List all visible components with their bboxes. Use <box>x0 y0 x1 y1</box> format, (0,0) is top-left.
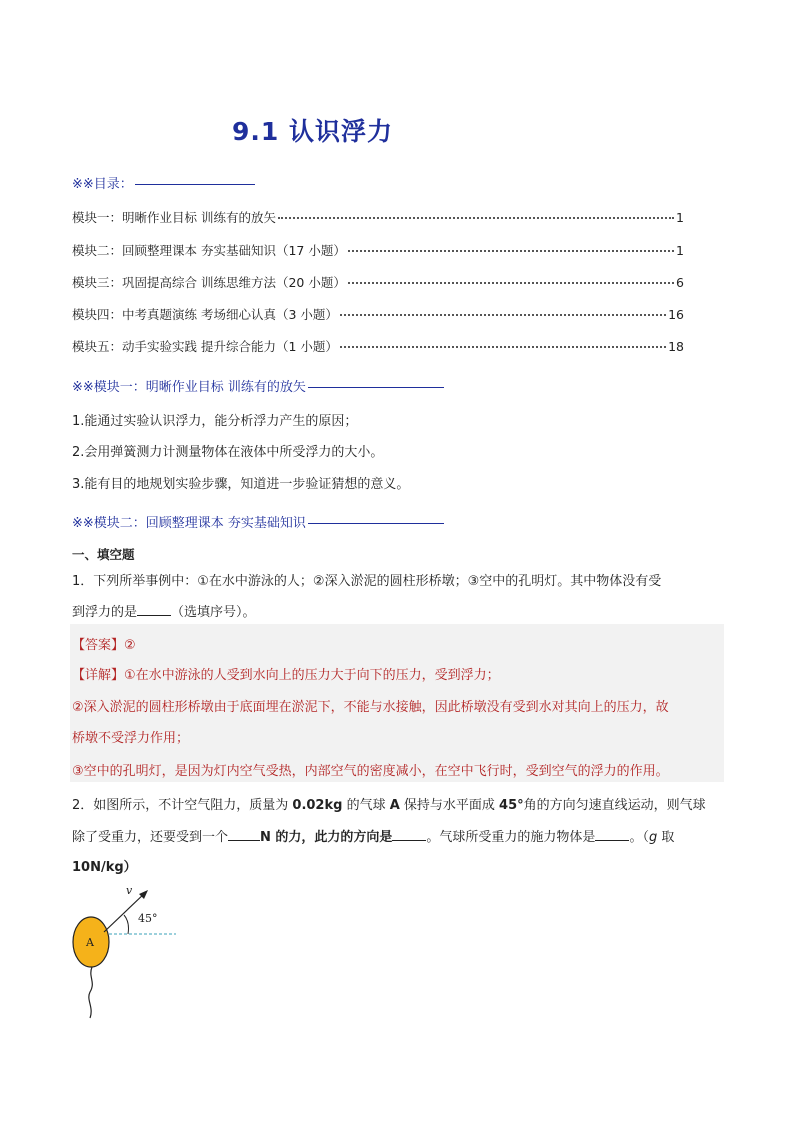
toc-item-page: 18 <box>668 339 684 354</box>
goal-item: 3.能有目的地规划实验步骤，知道进一步验证猜想的意义。 <box>72 477 410 492</box>
module1-heading-rule <box>308 387 444 388</box>
angle-label: 45° <box>138 912 158 925</box>
q2-object-blank[interactable] <box>595 828 629 841</box>
toc-item-label: 模块五：动手实验实践 提升综合能力（1 小题） <box>72 339 338 354</box>
toc-dot-leader <box>340 346 666 348</box>
detail-line <box>72 664 724 683</box>
detail-text: ①在水中游泳的人受到水向上的压力大于向下的压力，受到浮力； <box>124 668 500 683</box>
toc-dot-leader <box>348 250 674 252</box>
toc-item[interactable] <box>72 337 684 355</box>
q2-text-part: 取 <box>657 830 675 845</box>
answer-line <box>72 634 724 653</box>
q1-text-line: 1．下列所举事例中：①在水中游泳的人；②深入淤泥的圆柱形桥墩；③空中的孔明灯。其中物体没有受 <box>72 574 662 589</box>
q2-direction-blank[interactable] <box>392 828 426 841</box>
toc-dot-leader <box>348 282 674 284</box>
angle-arc <box>124 915 129 934</box>
toc-heading <box>72 173 255 192</box>
page-title: 9.1 认识浮力 <box>232 117 393 146</box>
q2-text-line <box>72 794 724 813</box>
q2-text-part: 。（ <box>629 830 649 845</box>
toc-dot-leader <box>340 314 666 316</box>
q1-answer-blank[interactable] <box>137 603 171 616</box>
q1-text-part: （选填序号）。 <box>171 605 256 620</box>
q1-text-line <box>72 601 724 620</box>
toc-item-page: 16 <box>668 307 684 322</box>
toc-item[interactable] <box>72 241 684 259</box>
toc-heading-rule <box>135 184 255 185</box>
toc-item[interactable] <box>72 273 684 291</box>
answer-value: ② <box>124 638 136 653</box>
section-title: 一、填空题 <box>72 547 135 562</box>
goal-item: 2.会用弹簧测力计测量物体在液体中所受浮力的大小。 <box>72 445 384 460</box>
q2-text-part: 。气球所受重力的施力物体是 <box>426 830 596 845</box>
balloon-string <box>89 967 92 1018</box>
toc-item-label: 模块四：中考真题演练 考场细心认真（3 小题） <box>72 307 338 322</box>
q2-text-part: 的气球 <box>342 798 390 813</box>
detail-text: ③空中的孔明灯，是因为灯内空气受热，内部空气的密度减小，在空中飞行时，受到空气的浮力的作用。 <box>72 764 669 779</box>
module2-heading <box>72 512 444 531</box>
answer-label: 【答案】 <box>72 638 125 653</box>
toc-item-page: 1 <box>676 210 684 225</box>
balloon-figure <box>66 882 190 1022</box>
q2-text-part: 保持与水平面成 <box>399 798 500 813</box>
module1-heading-text: ※※模块一：明晰作业目标 训练有的放矢 <box>72 380 306 395</box>
detail-text: 桥墩不受浮力作用； <box>72 731 190 746</box>
q2-text-part: 除了受重力，还要受到一个 <box>72 830 229 845</box>
velocity-label: v <box>126 884 133 897</box>
toc-item-page: 1 <box>676 243 684 258</box>
module2-heading-rule <box>308 523 444 524</box>
toc-item-label: 模块三：巩固提高综合 训练思维方法（20 小题） <box>72 275 346 290</box>
q2-force-blank[interactable] <box>228 828 260 841</box>
q1-text-part: 到浮力的是 <box>72 605 138 620</box>
q2-text-line <box>72 826 724 845</box>
toc-item-label: 模块二：回顾整理课本 夯实基础知识（17 小题） <box>72 243 346 258</box>
q2-mass-value: 0.02kg <box>292 798 343 813</box>
toc-heading-text: ※※目录： <box>72 177 133 192</box>
toc-item-label: 模块一：明晰作业目标 训练有的放矢 <box>72 210 276 225</box>
toc-dot-leader <box>278 217 674 219</box>
q2-angle-value: 45° <box>499 798 524 813</box>
module2-heading-text: ※※模块二：回顾整理课本 夯实基础知识 <box>72 516 306 531</box>
detail-text: ②深入淤泥的圆柱形桥墩由于底面埋在淤泥下，不能与水接触，因此桥墩没有受到水对其向上的压力，故 <box>72 700 669 715</box>
toc-item-page: 6 <box>676 275 684 290</box>
toc-item[interactable] <box>72 305 684 323</box>
detail-label: 【详解】 <box>72 668 125 683</box>
q2-text-line: 10N/kg） <box>72 860 137 875</box>
q2-g-symbol: g <box>648 830 658 845</box>
q2-text-part: 2．如图所示，不计空气阻力，质量为 <box>72 798 293 813</box>
module1-heading <box>72 376 444 395</box>
q2-text-part: N 的力，此力的方向是 <box>260 830 393 845</box>
q2-balloon-label: A <box>389 798 400 813</box>
toc-item[interactable] <box>72 208 684 226</box>
q2-text-part: 角的方向匀速直线运动，则气球 <box>523 798 706 813</box>
balloon-letter: A <box>86 936 94 949</box>
goal-item: 1.能通过实验认识浮力，能分析浮力产生的原因； <box>72 414 358 429</box>
